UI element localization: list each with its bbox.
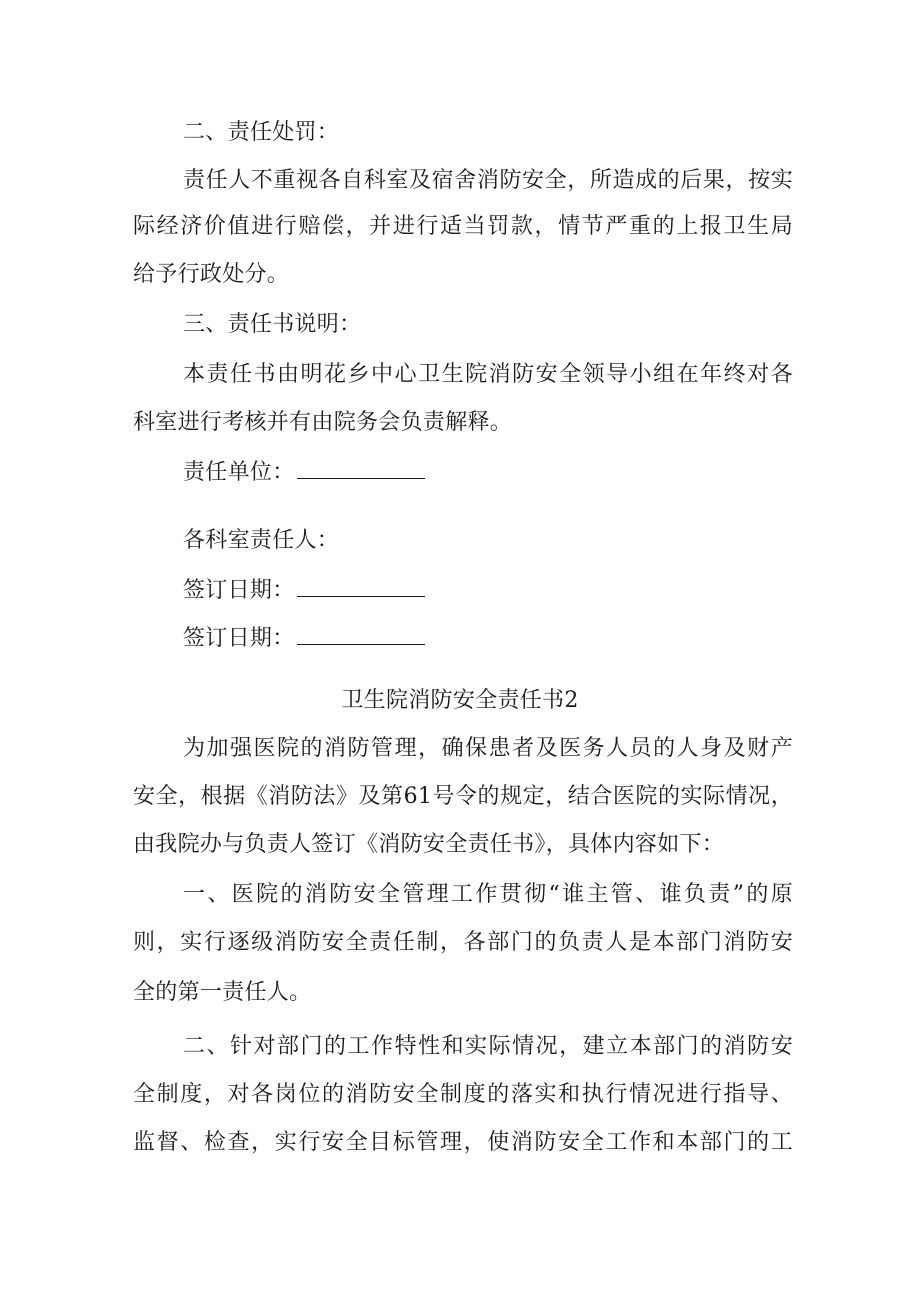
paragraph-line: 给予行政处分。 <box>133 262 290 287</box>
sign-date-label: 签订日期： <box>183 626 295 651</box>
paragraph-line: 责任人不重视各自科室及宿舍消防安全，所造成的后果，按实 <box>183 168 793 193</box>
paragraph-line: 全的第一责任人。 <box>133 980 312 1005</box>
paragraph-line: 为加强医院的消防管理，确保患者及医务人员的人身及财产 <box>183 736 793 761</box>
responsible-unit-label: 责任单位： <box>183 460 295 485</box>
paragraph-line: 本责任书由明花乡中心卫生院消防安全领导小组在年终对各 <box>183 362 793 387</box>
sign-date-blank <box>297 624 425 645</box>
section-heading-penalty: 二、责任处罚： <box>183 120 340 145</box>
paragraph-line: 则，实行逐级消防安全责任制，各部门的负责人是本部门消防安 <box>133 930 793 955</box>
sign-date-field-1 <box>183 576 843 604</box>
department-responsible-label: 各科室责任人： <box>183 528 340 553</box>
sign-date-field-2 <box>183 624 843 652</box>
paragraph-line: 由我院办与负责人签订《消防安全责任书》，具体内容如下： <box>133 832 725 857</box>
paragraph-line: 全制度，对各岗位的消防安全制度的落实和执行情况进行指导、 <box>133 1082 793 1107</box>
section-heading-explanation: 三、责任书说明： <box>183 312 362 337</box>
paragraph-line: 一、医院的消防安全管理工作贯彻“谁主管、谁负责”的原 <box>183 882 793 907</box>
responsible-unit-blank <box>297 458 425 479</box>
paragraph-line: 际经济价值进行赔偿，并进行适当罚款，情节严重的上报卫生局 <box>133 214 793 239</box>
paragraph-line: 二、针对部门的工作特性和实际情况，建立本部门的消防安 <box>183 1034 793 1059</box>
responsible-unit-field <box>183 458 843 486</box>
paragraph-line: 科室进行考核并有由院务会负责解释。 <box>133 410 513 435</box>
paragraph-line: 监督、检查，实行安全目标管理，使消防安全工作和本部门的工 <box>133 1130 793 1155</box>
document-title: 卫生院消防安全责任书2 <box>341 688 579 713</box>
sign-date-blank <box>297 576 425 597</box>
sign-date-label: 签订日期： <box>183 578 295 603</box>
paragraph-line: 安全，根据《消防法》及第61号令的规定，结合医院的实际情况， <box>133 784 793 809</box>
